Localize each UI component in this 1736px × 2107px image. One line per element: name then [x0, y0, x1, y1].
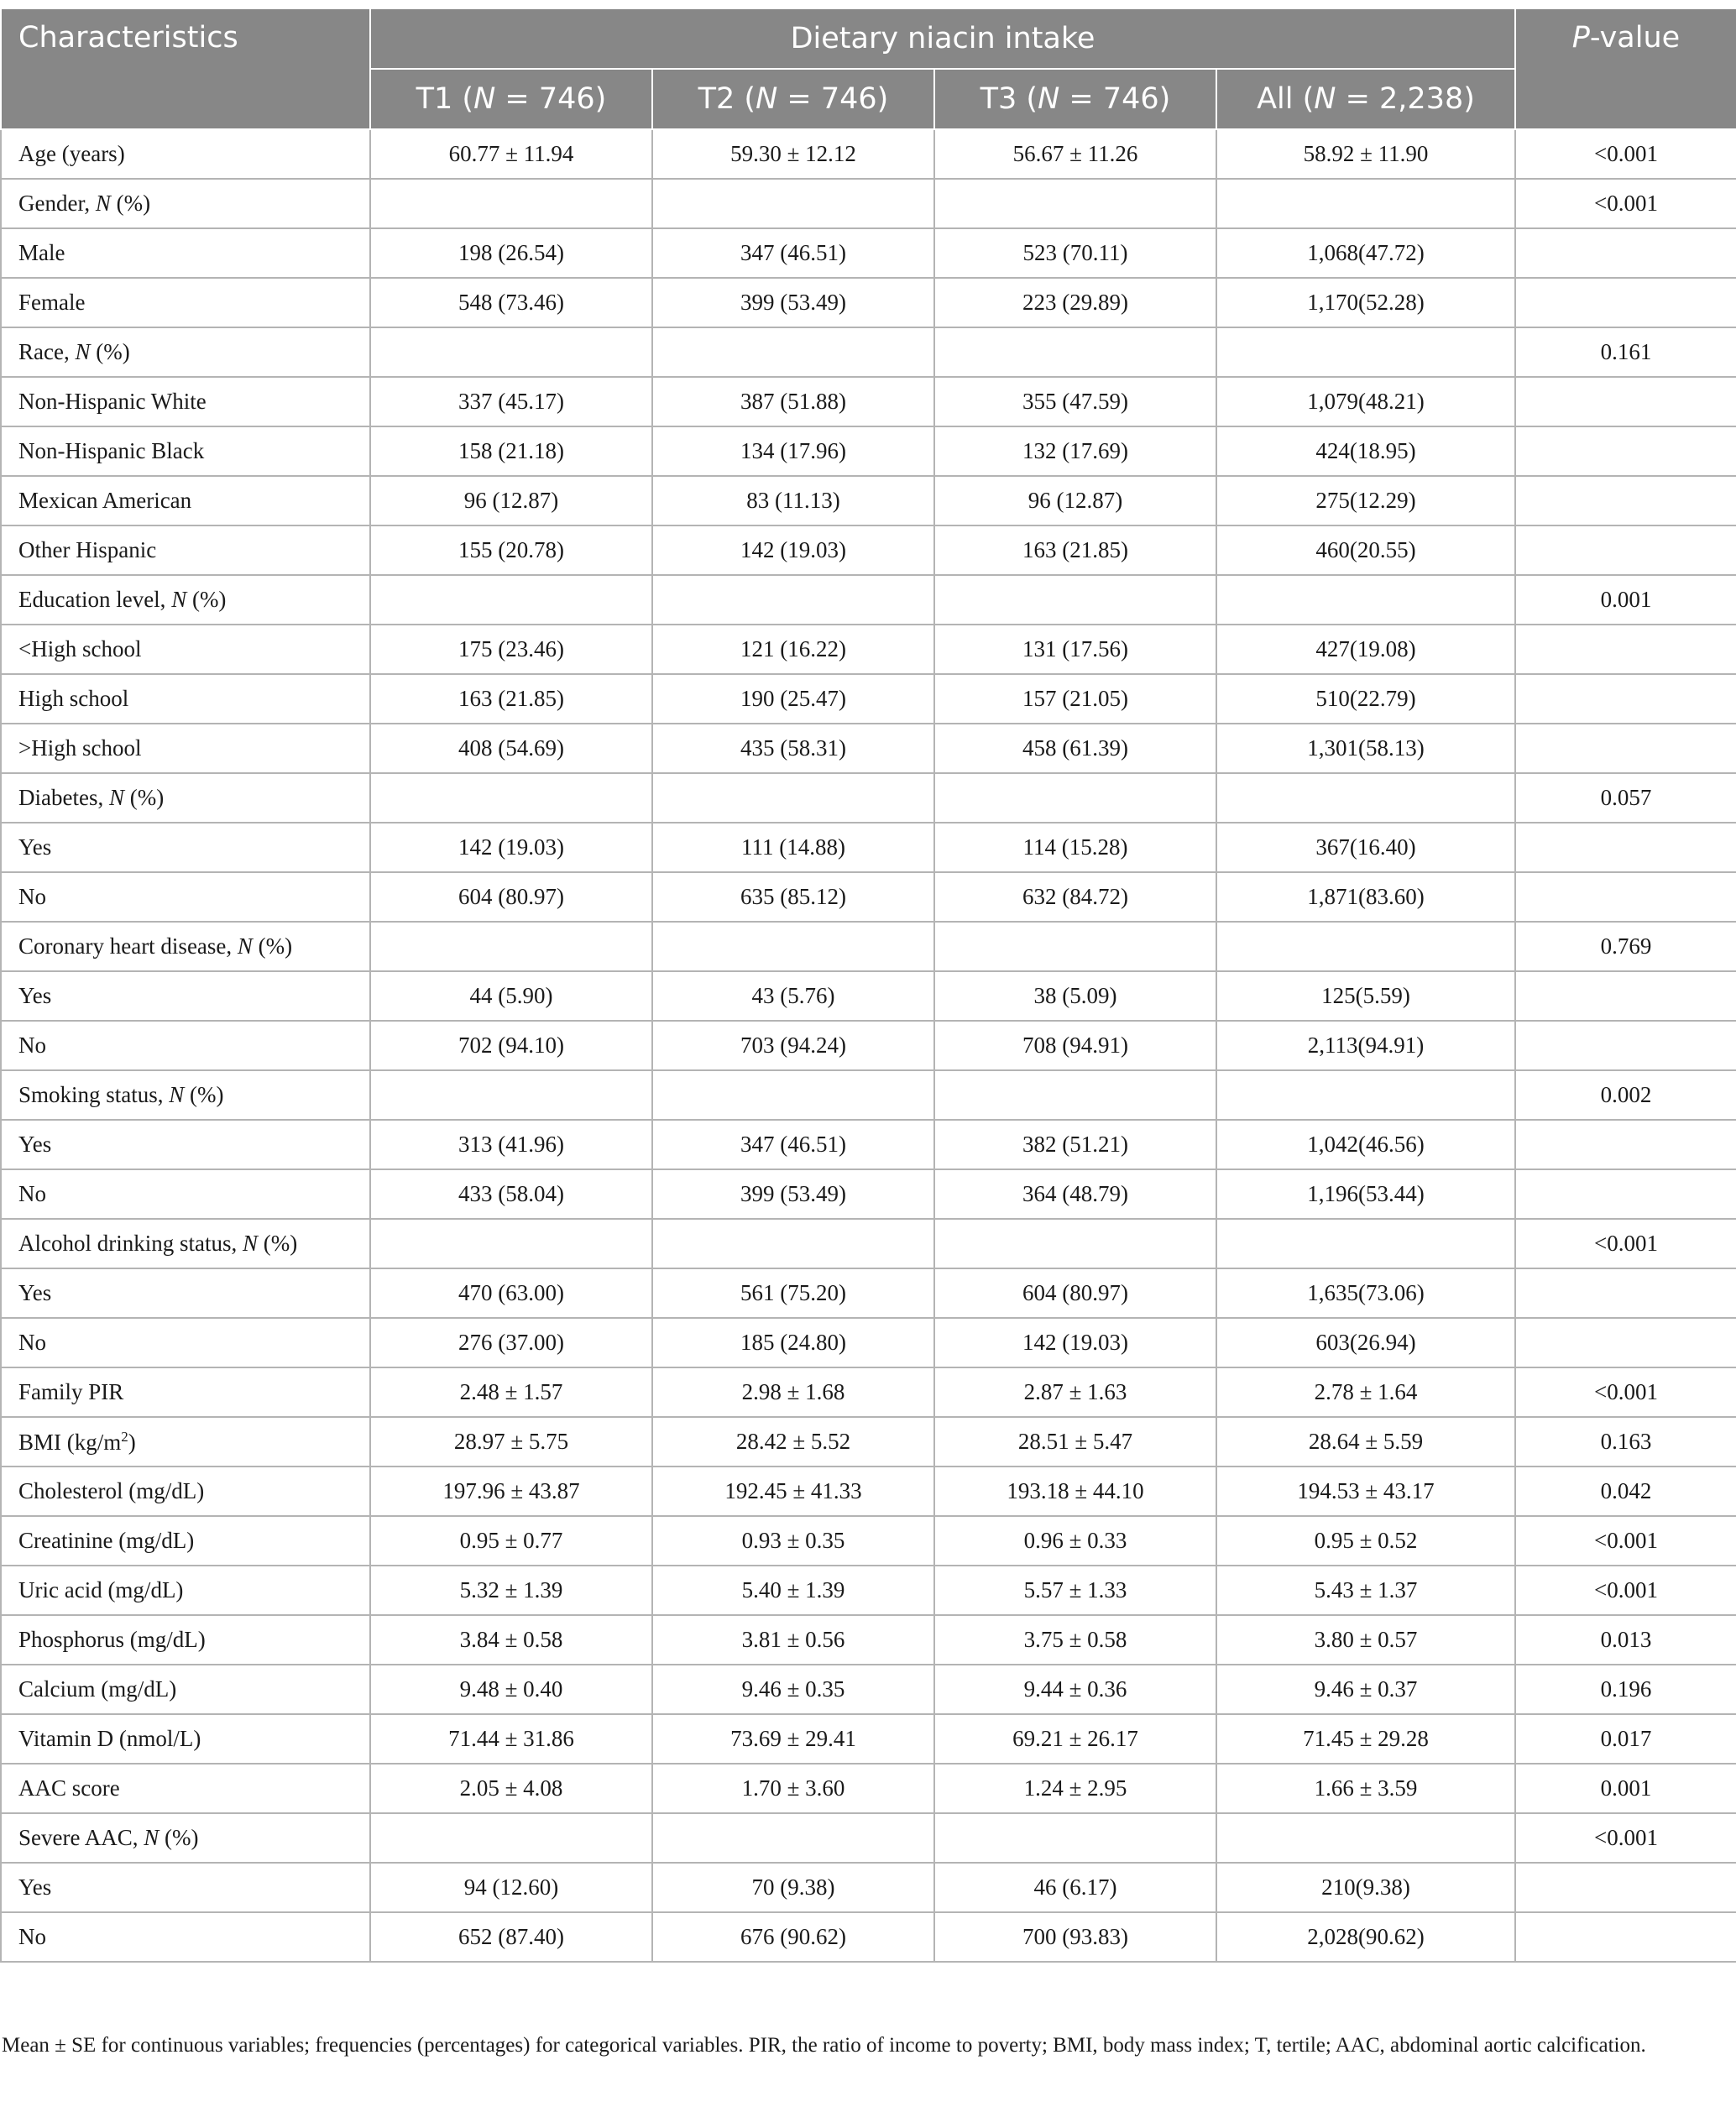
cell-value: 433 (58.04): [370, 1169, 652, 1219]
cell-value: 114 (15.28): [934, 823, 1216, 872]
row-label: Age (years): [1, 129, 370, 179]
row-label: Mexican American: [1, 476, 370, 525]
header-characteristics: Characteristics: [1, 8, 370, 129]
cell-value: 163 (21.85): [934, 525, 1216, 575]
cell-value: 1.70 ± 3.60: [652, 1764, 934, 1813]
cell-value: [652, 1219, 934, 1268]
cell-value: 702 (94.10): [370, 1021, 652, 1070]
header-p-prefix: P: [1571, 21, 1590, 55]
cell-value: 69.21 ± 26.17: [934, 1714, 1216, 1764]
cell-p-value: [1515, 823, 1736, 872]
table-row: [1, 426, 1736, 476]
cell-value: 635 (85.12): [652, 872, 934, 922]
cell-value: 131 (17.56): [934, 625, 1216, 674]
row-label: Other Hispanic: [1, 525, 370, 575]
cell-value: 38 (5.09): [934, 971, 1216, 1021]
header-p-value: [1515, 8, 1736, 129]
row-label: Male: [1, 228, 370, 278]
cell-value: 1,042(46.56): [1216, 1120, 1515, 1169]
table-row: [1, 1417, 1736, 1467]
cell-value: 1,871(83.60): [1216, 872, 1515, 922]
cell-value: 427(19.08): [1216, 625, 1515, 674]
table-row: [1, 377, 1736, 426]
header-group: Dietary niacin intake: [370, 8, 1515, 69]
cell-value: 157 (21.05): [934, 674, 1216, 724]
cell-value: 1,301(58.13): [1216, 724, 1515, 773]
cell-value: 28.51 ± 5.47: [934, 1417, 1216, 1467]
row-label: Female: [1, 278, 370, 327]
table-row: [1, 724, 1736, 773]
cell-value: 603(26.94): [1216, 1318, 1515, 1367]
cell-value: 276 (37.00): [370, 1318, 652, 1367]
cell-value: 121 (16.22): [652, 625, 934, 674]
cell-value: 275(12.29): [1216, 476, 1515, 525]
cell-value: [934, 1219, 1216, 1268]
row-label: No: [1, 872, 370, 922]
cell-value: 59.30 ± 12.12: [652, 129, 934, 179]
table-row: [1, 327, 1736, 377]
cell-value: 604 (80.97): [934, 1268, 1216, 1318]
cell-value: 1.66 ± 3.59: [1216, 1764, 1515, 1813]
header-col-all: All (N = 2,238): [1216, 69, 1515, 129]
cell-value: 2.48 ± 1.57: [370, 1367, 652, 1417]
table-container: [0, 8, 1736, 1963]
cell-value: 561 (75.20): [652, 1268, 934, 1318]
cell-value: 185 (24.80): [652, 1318, 934, 1367]
cell-value: 60.77 ± 11.94: [370, 129, 652, 179]
row-label: Non-Hispanic White: [1, 377, 370, 426]
row-label: Education level, N (%): [1, 575, 370, 625]
cell-p-value: [1515, 674, 1736, 724]
cell-value: [370, 327, 652, 377]
row-label: No: [1, 1169, 370, 1219]
table-row: [1, 228, 1736, 278]
cell-value: [370, 922, 652, 971]
cell-value: [370, 1813, 652, 1863]
cell-p-value: <0.001: [1515, 1566, 1736, 1615]
cell-value: 470 (63.00): [370, 1268, 652, 1318]
row-label: AAC score: [1, 1764, 370, 1813]
table-row: [1, 1169, 1736, 1219]
table-row: [1, 1615, 1736, 1665]
cell-p-value: [1515, 872, 1736, 922]
cell-value: [652, 575, 934, 625]
row-label: Yes: [1, 971, 370, 1021]
cell-value: 355 (47.59): [934, 377, 1216, 426]
cell-value: 382 (51.21): [934, 1120, 1216, 1169]
cell-value: [370, 179, 652, 228]
cell-value: 71.45 ± 29.28: [1216, 1714, 1515, 1764]
cell-value: 0.95 ± 0.52: [1216, 1516, 1515, 1566]
cell-value: 193.18 ± 44.10: [934, 1467, 1216, 1516]
cell-value: 1,196(53.44): [1216, 1169, 1515, 1219]
cell-value: 367(16.40): [1216, 823, 1515, 872]
cell-p-value: <0.001: [1515, 1813, 1736, 1863]
cell-p-value: 0.769: [1515, 922, 1736, 971]
cell-p-value: [1515, 1912, 1736, 1962]
table-row: [1, 1566, 1736, 1615]
table-row: [1, 179, 1736, 228]
cell-value: 197.96 ± 43.87: [370, 1467, 652, 1516]
cell-value: 111 (14.88): [652, 823, 934, 872]
header-col-t2: T2 (N = 746): [652, 69, 934, 129]
table-row: [1, 1813, 1736, 1863]
cell-value: 9.46 ± 0.37: [1216, 1665, 1515, 1714]
row-label: Alcohol drinking status, N (%): [1, 1219, 370, 1268]
cell-value: 3.84 ± 0.58: [370, 1615, 652, 1665]
cell-value: [934, 179, 1216, 228]
cell-p-value: [1515, 1863, 1736, 1912]
cell-value: 28.64 ± 5.59: [1216, 1417, 1515, 1467]
cell-p-value: [1515, 525, 1736, 575]
cell-value: [370, 575, 652, 625]
cell-p-value: [1515, 1120, 1736, 1169]
cell-p-value: 0.163: [1515, 1417, 1736, 1467]
table-row: [1, 1268, 1736, 1318]
cell-value: 142 (19.03): [934, 1318, 1216, 1367]
cell-value: [934, 922, 1216, 971]
table-row: [1, 625, 1736, 674]
table-header: [1, 8, 1736, 129]
table-row: [1, 525, 1736, 575]
cell-value: 2.87 ± 1.63: [934, 1367, 1216, 1417]
table-row: [1, 129, 1736, 179]
cell-p-value: 0.042: [1515, 1467, 1736, 1516]
row-label: Phosphorus (mg/dL): [1, 1615, 370, 1665]
row-label: Coronary heart disease, N (%): [1, 922, 370, 971]
table-row: [1, 674, 1736, 724]
cell-value: 700 (93.83): [934, 1912, 1216, 1962]
cell-p-value: [1515, 278, 1736, 327]
table-row: [1, 1021, 1736, 1070]
row-label: BMI $(kg/m^2)$: [1, 1417, 370, 1467]
cell-value: 387 (51.88): [652, 377, 934, 426]
cell-value: [934, 1813, 1216, 1863]
row-label: Calcium (mg/dL): [1, 1665, 370, 1714]
cell-value: 2.98 ± 1.68: [652, 1367, 934, 1417]
cell-value: 125(5.59): [1216, 971, 1515, 1021]
cell-value: 676 (90.62): [652, 1912, 934, 1962]
cell-value: [1216, 179, 1515, 228]
cell-value: [934, 773, 1216, 823]
cell-p-value: 0.013: [1515, 1615, 1736, 1665]
row-label: Family PIR: [1, 1367, 370, 1417]
cell-p-value: 0.002: [1515, 1070, 1736, 1120]
cell-value: [370, 1219, 652, 1268]
table-row: [1, 1665, 1736, 1714]
cell-value: [1216, 1219, 1515, 1268]
cell-value: 458 (61.39): [934, 724, 1216, 773]
cell-value: 5.57 ± 1.33: [934, 1566, 1216, 1615]
cell-value: 43 (5.76): [652, 971, 934, 1021]
cell-value: [1216, 575, 1515, 625]
cell-value: [652, 327, 934, 377]
cell-value: 28.97 ± 5.75: [370, 1417, 652, 1467]
cell-value: 510(22.79): [1216, 674, 1515, 724]
cell-value: [652, 179, 934, 228]
table-row: [1, 1912, 1736, 1962]
table-row: [1, 1467, 1736, 1516]
cell-value: 1,635(73.06): [1216, 1268, 1515, 1318]
cell-value: 192.45 ± 41.33: [652, 1467, 934, 1516]
cell-value: 163 (21.85): [370, 674, 652, 724]
cell-value: 9.46 ± 0.35: [652, 1665, 934, 1714]
cell-value: [934, 327, 1216, 377]
row-label: Uric acid (mg/dL): [1, 1566, 370, 1615]
table-row: [1, 476, 1736, 525]
table-body: [1, 129, 1736, 1962]
cell-value: [1216, 1813, 1515, 1863]
cell-value: [652, 1070, 934, 1120]
table-row: [1, 575, 1736, 625]
cell-p-value: [1515, 1318, 1736, 1367]
row-label: Non-Hispanic Black: [1, 426, 370, 476]
cell-value: 28.42 ± 5.52: [652, 1417, 934, 1467]
row-label: Gender, N (%): [1, 179, 370, 228]
cell-p-value: [1515, 476, 1736, 525]
cell-value: 210(9.38): [1216, 1863, 1515, 1912]
row-label: >High school: [1, 724, 370, 773]
cell-value: 46 (6.17): [934, 1863, 1216, 1912]
row-label: Cholesterol (mg/dL): [1, 1467, 370, 1516]
table-row: [1, 1367, 1736, 1417]
cell-p-value: [1515, 1169, 1736, 1219]
cell-value: [1216, 1070, 1515, 1120]
cell-value: 0.95 ± 0.77: [370, 1516, 652, 1566]
cell-value: 548 (73.46): [370, 278, 652, 327]
cell-value: [652, 1813, 934, 1863]
cell-p-value: <0.001: [1515, 179, 1736, 228]
cell-value: 9.48 ± 0.40: [370, 1665, 652, 1714]
row-label: Smoking status, N (%): [1, 1070, 370, 1120]
cell-value: 3.80 ± 0.57: [1216, 1615, 1515, 1665]
table-row: [1, 922, 1736, 971]
cell-value: 399 (53.49): [652, 278, 934, 327]
cell-value: 1.24 ± 2.95: [934, 1764, 1216, 1813]
cell-value: [370, 773, 652, 823]
table-row: [1, 1120, 1736, 1169]
cell-value: 56.67 ± 11.26: [934, 129, 1216, 179]
row-label: No: [1, 1318, 370, 1367]
table-row: [1, 872, 1736, 922]
row-label: Yes: [1, 1120, 370, 1169]
cell-value: 132 (17.69): [934, 426, 1216, 476]
cell-p-value: 0.057: [1515, 773, 1736, 823]
cell-p-value: [1515, 228, 1736, 278]
cell-value: 1,068(47.72): [1216, 228, 1515, 278]
table-row: [1, 1219, 1736, 1268]
cell-value: 460(20.55): [1216, 525, 1515, 575]
table-row: [1, 1764, 1736, 1813]
cell-p-value: [1515, 724, 1736, 773]
cell-value: 604 (80.97): [370, 872, 652, 922]
cell-value: 96 (12.87): [934, 476, 1216, 525]
cell-value: [1216, 773, 1515, 823]
cell-value: 703 (94.24): [652, 1021, 934, 1070]
cell-value: 73.69 ± 29.41: [652, 1714, 934, 1764]
header-p-suffix: -value: [1589, 21, 1681, 55]
cell-p-value: [1515, 377, 1736, 426]
row-label: Yes: [1, 1268, 370, 1318]
cell-value: 2.78 ± 1.64: [1216, 1367, 1515, 1417]
header-col-t3: T3 (N = 746): [934, 69, 1216, 129]
cell-value: 2.05 ± 4.08: [370, 1764, 652, 1813]
cell-value: 708 (94.91): [934, 1021, 1216, 1070]
cell-value: 3.81 ± 0.56: [652, 1615, 934, 1665]
table-row: [1, 1714, 1736, 1764]
cell-value: 399 (53.49): [652, 1169, 934, 1219]
cell-value: 3.75 ± 0.58: [934, 1615, 1216, 1665]
cell-p-value: <0.001: [1515, 1367, 1736, 1417]
cell-value: 194.53 ± 43.17: [1216, 1467, 1515, 1516]
cell-p-value: <0.001: [1515, 1219, 1736, 1268]
cell-value: 142 (19.03): [652, 525, 934, 575]
row-label: No: [1, 1021, 370, 1070]
cell-value: 5.40 ± 1.39: [652, 1566, 934, 1615]
cell-value: 198 (26.54): [370, 228, 652, 278]
cell-value: 424(18.95): [1216, 426, 1515, 476]
table-row: [1, 1863, 1736, 1912]
cell-p-value: 0.001: [1515, 575, 1736, 625]
row-label: <High school: [1, 625, 370, 674]
table-row: [1, 971, 1736, 1021]
cell-value: 0.93 ± 0.35: [652, 1516, 934, 1566]
cell-value: 96 (12.87): [370, 476, 652, 525]
cell-value: 652 (87.40): [370, 1912, 652, 1962]
cell-value: 134 (17.96): [652, 426, 934, 476]
cell-value: 1,170(52.28): [1216, 278, 1515, 327]
table-row: [1, 278, 1736, 327]
cell-value: 1,079(48.21): [1216, 377, 1515, 426]
header-col-t1: T1 (N = 746): [370, 69, 652, 129]
table-row: [1, 773, 1736, 823]
cell-value: 523 (70.11): [934, 228, 1216, 278]
cell-value: 142 (19.03): [370, 823, 652, 872]
cell-p-value: [1515, 971, 1736, 1021]
cell-p-value: 0.196: [1515, 1665, 1736, 1714]
table-footnote: Mean ± SE for continuous variables; frequencies (percentages) for categorical variables. PIR, the ratio of income to poverty; BMI, body mass index; T, tertile; AAC, abdominal aortic calcification.: [2, 2034, 1646, 2057]
cell-value: 155 (20.78): [370, 525, 652, 575]
cell-value: 5.32 ± 1.39: [370, 1566, 652, 1615]
cell-value: 347 (46.51): [652, 1120, 934, 1169]
cell-p-value: 0.017: [1515, 1714, 1736, 1764]
cell-value: [370, 1070, 652, 1120]
row-label: Yes: [1, 1863, 370, 1912]
cell-value: 70 (9.38): [652, 1863, 934, 1912]
cell-value: [934, 1070, 1216, 1120]
cell-p-value: <0.001: [1515, 1516, 1736, 1566]
cell-value: [1216, 327, 1515, 377]
cell-value: 364 (48.79): [934, 1169, 1216, 1219]
row-label: Race, N (%): [1, 327, 370, 377]
cell-value: 5.43 ± 1.37: [1216, 1566, 1515, 1615]
cell-value: 44 (5.90): [370, 971, 652, 1021]
row-label: Vitamin D (nmol/L): [1, 1714, 370, 1764]
table-row: [1, 1318, 1736, 1367]
cell-value: 313 (41.96): [370, 1120, 652, 1169]
cell-value: [1216, 922, 1515, 971]
cell-p-value: 0.161: [1515, 327, 1736, 377]
cell-p-value: [1515, 426, 1736, 476]
cell-value: 58.92 ± 11.90: [1216, 129, 1515, 179]
cell-value: [934, 575, 1216, 625]
cell-value: 9.44 ± 0.36: [934, 1665, 1216, 1714]
cell-value: [652, 773, 934, 823]
cell-value: 83 (11.13): [652, 476, 934, 525]
cell-value: 2,028(90.62): [1216, 1912, 1515, 1962]
cell-value: 175 (23.46): [370, 625, 652, 674]
row-label: No: [1, 1912, 370, 1962]
row-label: High school: [1, 674, 370, 724]
cell-p-value: [1515, 625, 1736, 674]
cell-value: 0.96 ± 0.33: [934, 1516, 1216, 1566]
cell-value: 223 (29.89): [934, 278, 1216, 327]
row-label: Severe AAC, N (%): [1, 1813, 370, 1863]
characteristics-table: [0, 8, 1736, 1963]
cell-p-value: 0.001: [1515, 1764, 1736, 1813]
cell-p-value: [1515, 1021, 1736, 1070]
row-label: Yes: [1, 823, 370, 872]
row-label: Diabetes, N (%): [1, 773, 370, 823]
cell-value: 435 (58.31): [652, 724, 934, 773]
cell-value: 2,113(94.91): [1216, 1021, 1515, 1070]
cell-value: 337 (45.17): [370, 377, 652, 426]
table-row: [1, 1516, 1736, 1566]
cell-value: 190 (25.47): [652, 674, 934, 724]
table-row: [1, 1070, 1736, 1120]
cell-value: [652, 922, 934, 971]
cell-p-value: [1515, 1268, 1736, 1318]
cell-value: 632 (84.72): [934, 872, 1216, 922]
cell-p-value: <0.001: [1515, 129, 1736, 179]
cell-value: 94 (12.60): [370, 1863, 652, 1912]
cell-value: 408 (54.69): [370, 724, 652, 773]
cell-value: 71.44 ± 31.86: [370, 1714, 652, 1764]
cell-value: 158 (21.18): [370, 426, 652, 476]
row-label: Creatinine (mg/dL): [1, 1516, 370, 1566]
table-row: [1, 823, 1736, 872]
cell-value: 347 (46.51): [652, 228, 934, 278]
